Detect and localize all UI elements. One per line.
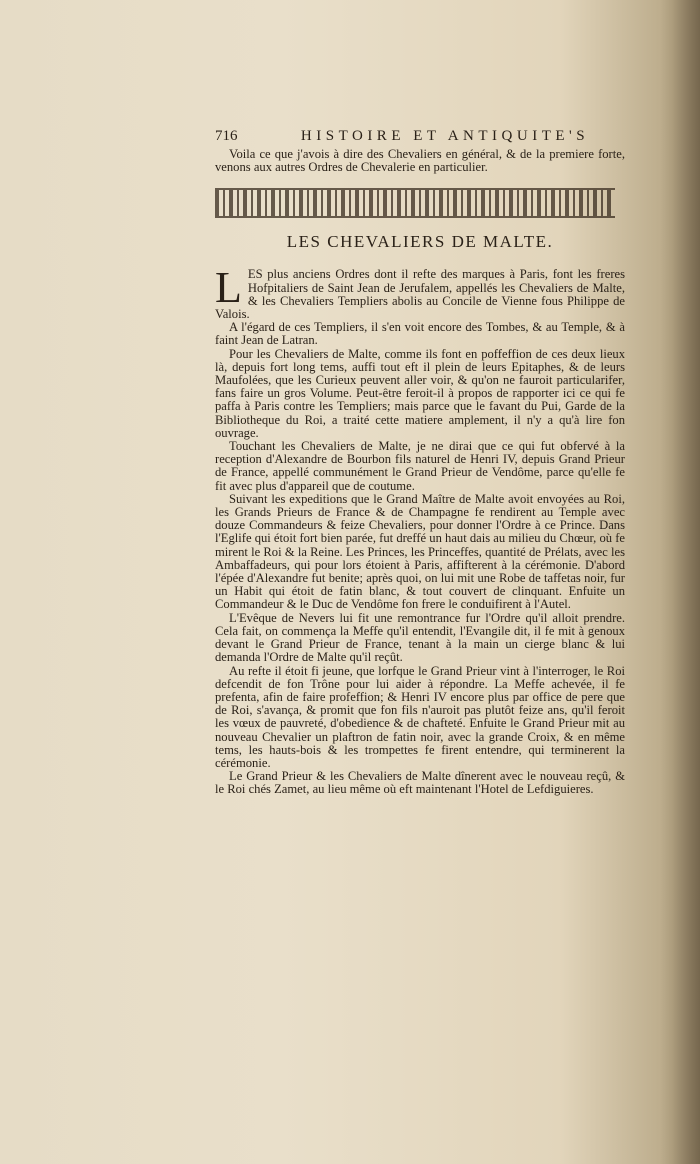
paragraph-3: Pour les Chevaliers de Malte, comme ils font en poffeffion de ces deux lieux là, depuis fort long tems, auffi tout eft il plein de leurs Epitaphes, & de leurs Maufolées, que les Curieux peuvent aller voir, & qu'on ne fauroit particularifer, fans faire un gros Volume. Peut-être feroit-il à propos de rapporter ici ce qui fe paffa à Paris contre les Templiers; mais parce que le favant du Pui, Garde de la Bibliotheque du Roi, a traité cette matiere amplement, il n'y a qu'à lire fon ouvrage.	[215, 346, 625, 440]
page-gutter-shadow	[660, 0, 700, 1164]
section-title: LES CHEVALIERS DE MALTE.	[286, 232, 554, 252]
paragraph-1	[215, 263, 625, 322]
running-title: HISTOIRE ET ANTIQUITE'S	[300, 128, 590, 144]
text-column	[215, 128, 625, 797]
paragraph-6: L'Evêque de Nevers lui fit une remontrance fur l'Ordre qu'il alloit prendre. Cela fait, on commença la Meffe qu'il entendit, l'Evangile dit, il fe mit à genoux devant le Grand Prieur de France, tenant à la main un cierge blanc & lui demanda l'Ordre de Malte qu'il reçût.	[215, 610, 625, 665]
paragraph-4: Touchant les Chevaliers de Malte, je ne dirai que ce qui fut obfervé à la reception d'Alexandre de Bourbon fils naturel de Henri IV, depuis Grand Prieur de France, appellé communément le Grand Prieur de Vendôme, parce qu'elle fe fit avec plus d'appareil que de coutume.	[215, 439, 625, 493]
paragraph-1-text: ES plus anciens Ordres dont il refte des marques à Paris, font les freres Hofpitaliers de Saint Jean de Jerufalem, appellés les Chevaliers de Malte, & les Chevaliers Templiers abolis au Concile de Vienne fous Philippe de Valois.	[215, 267, 625, 322]
paragraph-2: A l'égard de ces Templiers, il s'en voit encore des Tombes, & au Temple, & à faint Jean de Latran.	[215, 320, 625, 348]
running-head	[215, 128, 625, 148]
drop-cap: L	[215, 263, 242, 313]
paragraph-7: Au refte il étoit fi jeune, que lorfque le Grand Prieur vint à l'interroger, le Roi defcendit de fon Trône pour lui aider à répondre. La Meffe achevée, il fe prefenta, afin de faire profeffion; & Henri IV encore plus par office de pere que de Roi, s'avança, & promit que fon fils n'auroit pas plutôt feize ans, qu'il feroit les vœux de pauvreté, d'obedience & de chafteté. Enfuite le Grand Prieur mit au nouveau Chevalier un plaftron de fatin noir, avec la grande Croix, & en même tems, les hauts-bois & les trompettes fe firent entendre, qui terminerent la cérémonie.	[215, 663, 625, 770]
intro-paragraph: Voila ce que j'avois à dire des Chevaliers en général, & de la premiere forte, venons aux autres Ordres de Chevalerie en particulier.	[215, 147, 625, 175]
paragraph-5: Suivant les expeditions que le Grand Maître de Malte avoit envoyées au Roi, les Grands Prieurs de France & de Champagne fe rendirent au Temple avec douze Commandeurs & feize Chevaliers, pour donner l'Ordre à ce Prince. Dans l'Eglife qui étoit fort bien parée, fut dreffé un haut dais au milieu du Chœur, où fe mirent le Roi & la Reine. Les Princes, les Princeffes, quantité de Prélats, avec les Ambaffadeurs, qui pour lors étoient à Paris, affifterent à la cérémonie. D'abord l'épée d'Alexandre fut benite; après quoi, on lui mit une Robe de taffetas noir, fur un Habit qui étoit de fatin blanc, & tout couvert de clinquant. Enfuite un Commandeur & le Duc de Vendôme fon frere le conduifirent à l'Autel.	[215, 491, 626, 612]
paragraph-8: Le Grand Prieur & les Chevaliers de Malte dînerent avec le nouveau reçû, & le Roi chés Zamet, au lieu même où eft maintenant l'Hotel de Lefdiguieres.	[215, 769, 625, 797]
page-number: 716	[215, 128, 238, 144]
decorative-ornament-band	[215, 188, 615, 218]
